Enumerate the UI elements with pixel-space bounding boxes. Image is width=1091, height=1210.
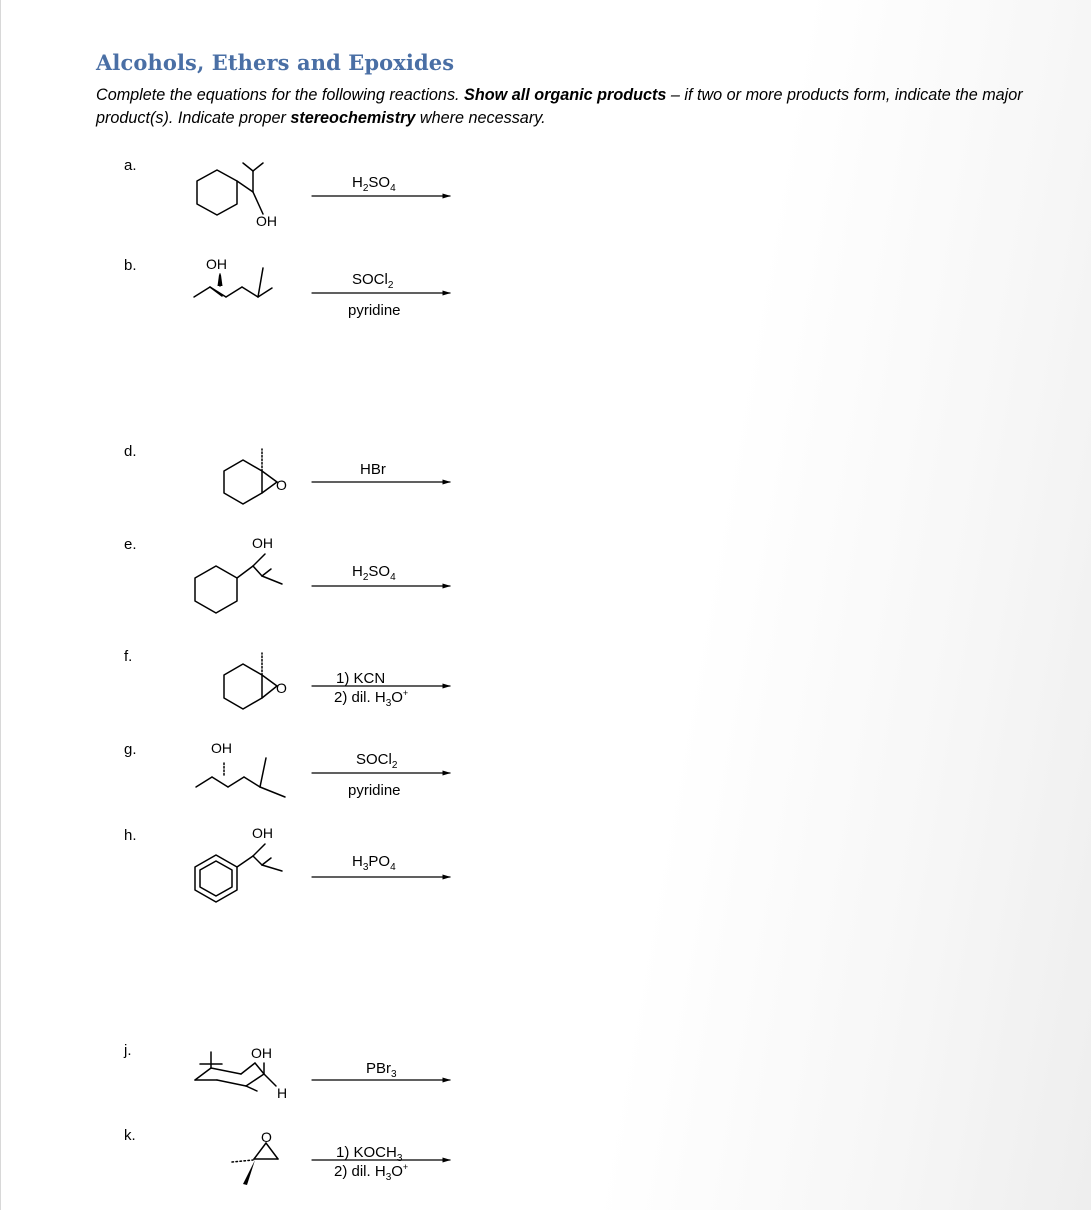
instructions-bold2: stereochemistry [290,109,416,127]
problem-d-label: d. [124,443,137,460]
reagent-d: HBr [360,461,386,478]
molecule-d [224,449,277,504]
reagent-b-1: SOCl$_2$ [352,271,394,291]
reagent-a: $H_2SO_4$ [352,174,396,194]
instructions-part3: where necessary. [415,109,546,127]
reagent-f-1: 1) KCN [336,670,386,687]
atom-a-oh: OH [256,213,277,229]
atom-f-o: O [276,680,287,696]
reagent-g-1: SOCl$_2$ [356,751,398,771]
molecule-a [197,163,263,215]
atom-d-o: O [276,477,287,493]
molecule-f [224,653,277,709]
instructions-part2: – if two or more products form, indicate the major product(s). Indicate proper [96,86,1023,127]
reagent-j: PBr$_3$ [366,1060,397,1080]
reagent-g-2: pyridine [348,782,401,799]
molecule-k [232,1143,278,1162]
problem-b-label: b. [124,257,137,274]
instructions-part1: Complete the equations for the following reactions. [96,86,460,104]
problem-a-label: a. [124,157,137,174]
problem-e-label: e. [124,536,137,553]
reagent-f-2: 2) dil. $H_3O^+$ [334,688,409,709]
molecule-e [195,554,282,613]
atom-g-oh: OH [211,740,232,756]
instructions-bold1: Show all organic products [464,86,667,104]
reagent-e: $H_2SO_4$ [352,563,396,583]
page-title: Alcohols, Ethers and Epoxides [96,50,455,75]
atom-j-h: H [277,1085,288,1101]
atom-e-oh: OH [252,535,273,551]
reagent-h: $H_3PO_4$ [352,853,396,873]
molecule-b [194,268,272,297]
problem-g-label: g. [124,741,137,758]
atom-k-o: O [261,1129,272,1145]
atom-b-oh: OH [206,256,227,272]
molecule-h [195,844,282,902]
problem-h-label: h. [124,827,137,844]
reagent-k-2: 2) dil. $H_3O^+$ [334,1162,409,1183]
reagent-b-2: pyridine [348,302,401,319]
problem-j-label: j. [124,1042,132,1059]
atom-j-oh: OH [251,1045,272,1061]
problem-k-label: k. [124,1127,136,1144]
molecule-g [196,758,285,797]
atom-h-oh: OH [252,825,273,841]
reagent-k-1: 1) $KOCH_3$ [336,1144,403,1164]
problem-f-label: f. [124,648,133,665]
